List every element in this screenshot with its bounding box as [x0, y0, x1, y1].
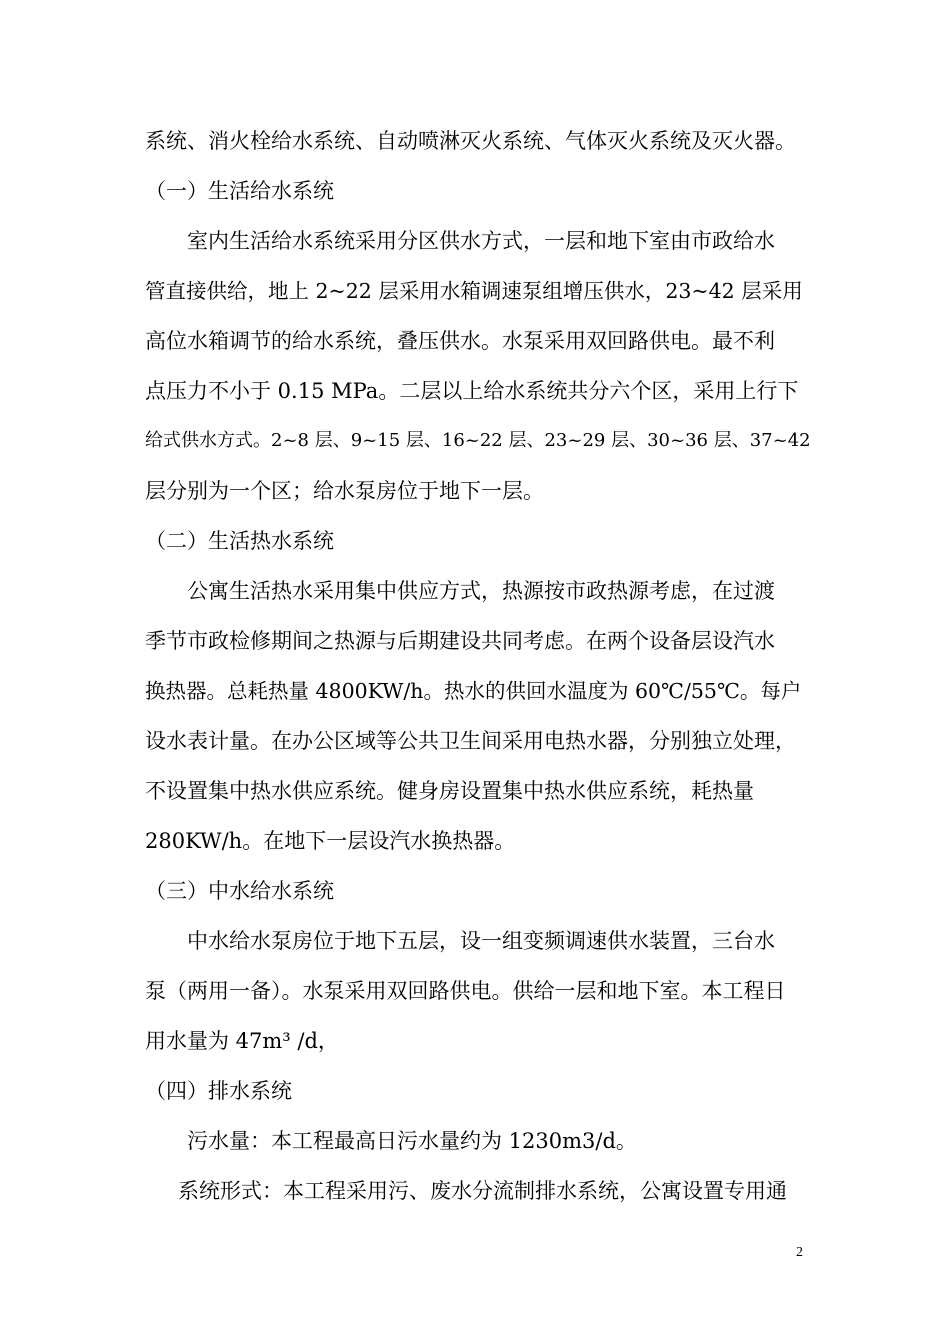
text-line: 280KW/h。在地下一层设汽水换热器。	[145, 829, 516, 853]
text-line: 给式供水方式。2~8 层、9~15 层、16~22 层、23~29 层、30~36 层、37~42	[145, 430, 811, 451]
text-line: 不设置集中热水供应系统。健身房设置集中热水供应系统，耗热量	[145, 779, 754, 803]
text-line: 点压力不小于 0.15 MPa。二层以上给水系统共分六个区，采用上行下	[145, 379, 799, 403]
section-heading: （四）排水系统	[145, 1079, 292, 1103]
text-line: 高位水箱调节的给水系统，叠压供水。水泵采用双回路供电。最不利	[145, 329, 775, 353]
section-heading: （三）中水给水系统	[145, 879, 334, 903]
text-line: 泵（两用一备）。水泵采用双回路供电。供给一层和地下室。本工程日	[145, 979, 786, 1003]
text-line: 季节市政检修期间之热源与后期建设共同考虑。在两个设备层设汽水	[145, 629, 775, 653]
text-line: 系统、消火栓给水系统、自动喷淋灭火系统、气体灭火系统及灭火器。	[145, 129, 796, 153]
text-line: 管直接供给，地上 2~22 层采用水箱调速泵组增压供水，23~42 层采用	[145, 279, 803, 303]
text-line: 层分别为一个区；给水泵房位于地下一层。	[145, 479, 544, 503]
text-line: 用水量为 47m³ /d，	[145, 1029, 339, 1053]
text-line: 换热器。总耗热量 4800KW/h。热水的供回水温度为 60℃/55℃。每户	[145, 679, 802, 703]
section-heading: （一）生活给水系统	[145, 179, 334, 203]
text-line: 中水给水泵房位于地下五层，设一组变频调速供水装置，三台水	[187, 929, 775, 953]
text-line: 系统形式：本工程采用污、废水分流制排水系统，公寓设置专用通	[178, 1179, 787, 1203]
text-line: 设水表计量。在办公区域等公共卫生间采用电热水器，分别独立处理，	[145, 729, 796, 753]
text-line: 污水量：本工程最高日污水量约为 1230m3/d。	[187, 1129, 637, 1153]
text-line: 公寓生活热水采用集中供应方式，热源按市政热源考虑，在过渡	[187, 579, 775, 603]
text-line: 室内生活给水系统采用分区供水方式，一层和地下室由市政给水	[187, 229, 775, 253]
section-heading: （二）生活热水系统	[145, 529, 334, 553]
page-number: 2	[796, 1245, 803, 1260]
